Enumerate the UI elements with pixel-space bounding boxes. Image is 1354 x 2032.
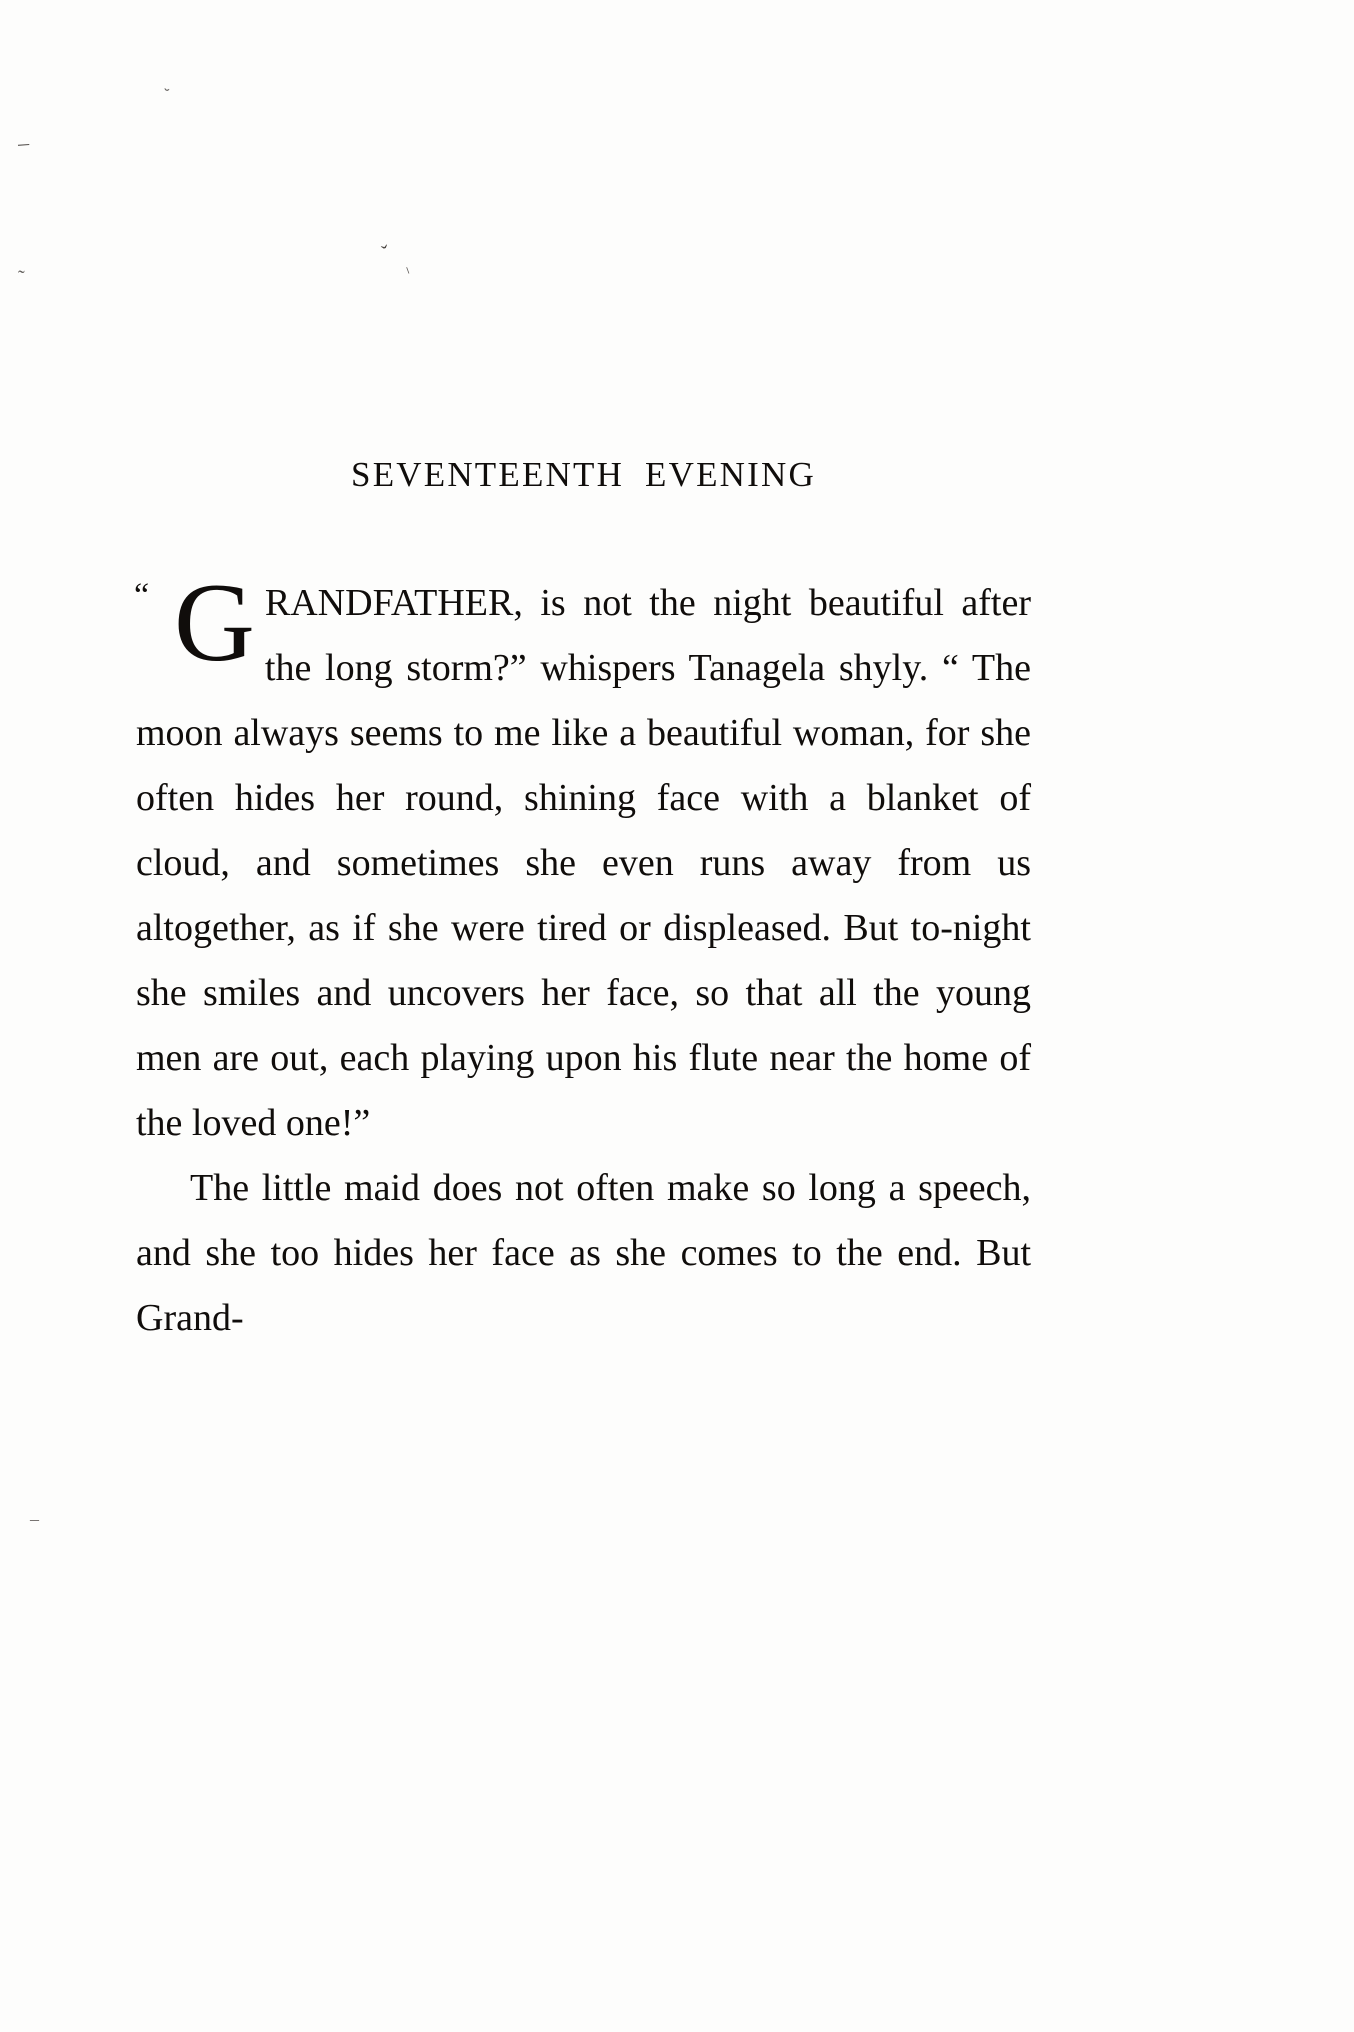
margin-mark-icon: ˘ [161, 84, 171, 105]
paragraph-text: The little maid does not often make so long a speech, and she too hides her face as she comes to the end. But Grand- [136, 1167, 1031, 1339]
paragraph-first [134, 561, 1031, 1156]
margin-mark-icon: ˜ [18, 267, 25, 289]
paragraph-text: RANDFATHER, is not the night beautiful after the long storm?” whispers Tanagela shyly. “ The moon always seems to me like a beautiful woman, for she often hides her round, shining face with a blanket of cloud, and sometimes she even runs away from us altogether, as if she were tired or displeased. But to-night she smiles and uncovers her face, so that all the young men are out, each playing upon his flute near the home of the loved one!” [136, 582, 1031, 1144]
drop-cap: G [174, 561, 255, 685]
margin-mark-icon: – [30, 1509, 39, 1529]
paragraph-second [136, 1156, 1031, 1351]
page-title: SEVENTEENTH EVENING [351, 455, 816, 494]
page-content [136, 455, 1031, 1351]
margin-mark-icon: ⸜ [402, 260, 416, 277]
opening-quote: “ [134, 577, 150, 614]
margin-mark-icon: ˇ [379, 241, 393, 265]
margin-mark-icon: – [17, 129, 30, 156]
